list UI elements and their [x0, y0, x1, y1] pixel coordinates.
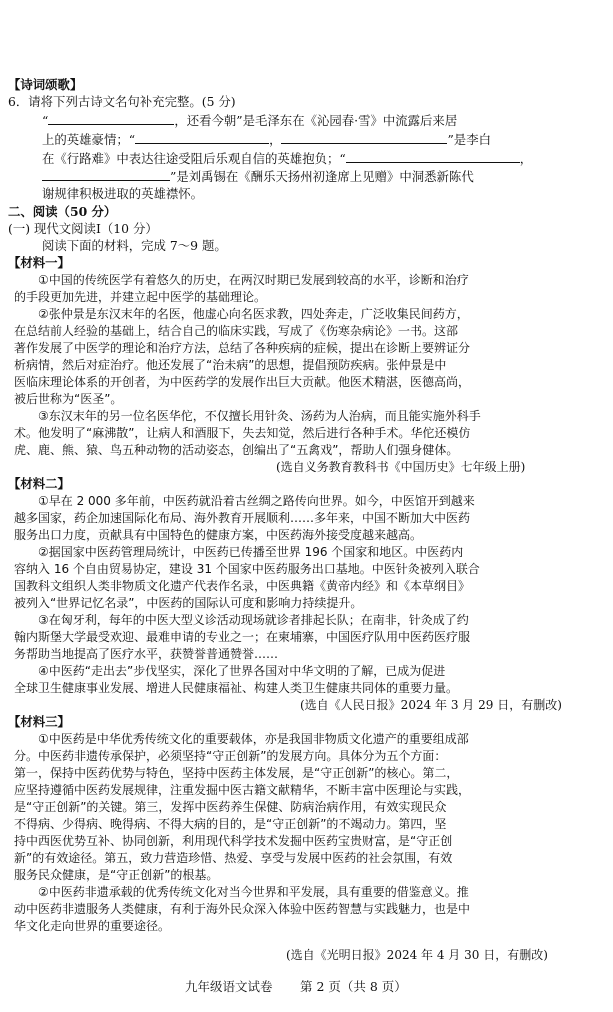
- answer-blank-5[interactable]: [42, 168, 170, 181]
- material-1-line: 被后世称为“医圣”。: [14, 392, 123, 406]
- material-2-line: 被列入“世界记忆名录”，中医药的国际认可度和影响力持续提升。: [14, 596, 363, 610]
- material-2-line: 全球卫生健康事业发展、增进人民健康福祉、构建人类卫生健康共同体的重要力量。: [14, 681, 459, 695]
- material-2-line: ③在匈牙利，每年的中医大型义诊活动现场就诊者排起长队；在南非，针灸成了约: [38, 613, 469, 627]
- question-6-heading: 6．请将下列古诗文名句补充完整。(5 分): [8, 94, 236, 109]
- q6-text-2: ，还看今朝”是毛泽东在《沁园春·雪》中流露后来居: [174, 113, 458, 128]
- answer-blank-3[interactable]: [281, 131, 447, 144]
- material-3-line: 不得病、少得病、晚得病、不得大病的目的，是“守正创新”的不竭动力。第四，坚: [14, 817, 447, 831]
- answer-blank-2[interactable]: [135, 131, 269, 144]
- material-2-source: (选自《人民日报》2024 年 3 月 29 日，有删改): [300, 698, 562, 712]
- material-3-line: ①中医药是中华优秀传统文化的重要载体，亦是我国非物质文化遗产的重要组成部: [38, 732, 469, 746]
- material-3-line: 华文化走向世界的重要途径。: [14, 919, 171, 933]
- material-3-line: 是“守正创新”的关键。第三，发挥中医药养生保健、防病治病作用，有效实现民众: [14, 800, 447, 814]
- material-2-line: 容纳入 16 个自由贸易协定，建设 31 个国家中医药服务出口基地。中医针灸被列入联合: [14, 562, 480, 576]
- material-3-source: (选自《光明日报》2024 年 4 月 30 日，有删改): [286, 948, 548, 962]
- material-1-source: (选自义务教育教科书《中国历史》七年级上册): [276, 460, 526, 474]
- q6-text-4a: 在《行路难》中表达往途受阻后乐观自信的英雄抱负；“: [42, 151, 346, 166]
- material-2-line: 翰内斯堡大学最受欢迎、最难申请的专业之一；在柬埔寨，中国医疗队用中医药医疗服: [14, 630, 471, 644]
- material-3-line: 分。中医药非遗传承保护，必须坚持“守正创新”的发展方向。具体分为五个方面：: [14, 749, 447, 763]
- question-6-line-5: [42, 168, 474, 185]
- material-2-header: 【材料二】: [8, 476, 70, 491]
- quote-open: “: [42, 113, 49, 128]
- reading-section-title: 二、阅读（50 分）: [8, 204, 117, 219]
- material-1-line: 医临床理论体系的开创者，为中医药学的发展作出巨大贡献。他医术精湛，医德高尚，: [14, 375, 471, 389]
- material-1-line: 析病情，然后对症治疗。他还发展了“治未病”的思想，提倡预防疾病。张仲景是中: [14, 358, 447, 372]
- question-6-line-4: [42, 150, 532, 167]
- answer-blank-4[interactable]: [346, 150, 520, 163]
- material-3-line: 持中西医优势互补、协同创新，利用现代科学技术发掘中医药宝贵财富，是“守正创: [14, 834, 453, 848]
- material-2-line: 服务出口力度，贡献具有中国特色的健康方案，中医药海外接受度越来越高。: [14, 528, 423, 542]
- material-2-line: 越多国家，药企加速国际化布局、海外教育开展顺利……多年来，中国不断加大中医药: [14, 511, 471, 525]
- footer-exam-title: 九年级语文试卷: [185, 979, 273, 994]
- question-6-line-2: [42, 112, 457, 129]
- material-2-line: ②据国家中医药管理局统计，中医药已传播至世界 196 个国家和地区。中医药内: [38, 545, 464, 559]
- reading-instruction: 阅读下面的材料，完成 7～9 题。: [42, 238, 227, 253]
- q6-text-3a: 上的英雄豪情；“: [42, 132, 136, 147]
- material-3-line: 第一，保持中医药优势与特色，坚持中医药主体发展，是“守正创新”的核心。第二，: [14, 766, 459, 780]
- reading-subtitle: (一) 现代文阅读Ⅰ（10 分）: [8, 221, 158, 236]
- material-1-line: 的手段更加先进，并建立起中医学的基础理论。: [14, 290, 267, 304]
- material-3-line: 新”的有效途径。第五，致力营造珍惜、热爱、享受与发展中医药的社会氛围，有效: [14, 851, 453, 865]
- material-1-line: 在总结前人经验的基础上，结合自己的临床实践，写成了《伤寒杂病论》一书。这部: [14, 324, 459, 338]
- material-3-header: 【材料三】: [8, 714, 70, 729]
- material-3-line: 服务民众健康，是“守正创新”的根基。: [14, 868, 219, 882]
- material-3-line: ②中医药非遗承载的优秀传统文化对当今世界和平发展，具有重要的借鉴意义。推: [38, 885, 469, 899]
- q6-comma-3: ，: [269, 132, 282, 147]
- material-1-line: 术。他发明了“麻沸散”，让病人和酒服下，失去知觉，然后进行各种手术。华佗还模仿: [14, 426, 471, 440]
- material-1-line: ②张仲景是东汉末年的名医，他虚心向名医求教，四处奔走，广泛收集民间药方，: [38, 307, 469, 321]
- material-1-line: ①中国的传统医学有着悠久的历史，在两汉时期已发展到较高的水平，诊断和治疗: [38, 273, 469, 287]
- answer-blank-1[interactable]: [48, 112, 174, 125]
- material-3-line: 应坚持遵循中医药发展规律，注重发掘中医古籍文献精华，不断丰富中医理论与实践，: [14, 783, 471, 797]
- material-1-line: 著作发展了中医学的理论和治疗方法，总结了各种疾病的症候，提出在诊断上要辨证分: [14, 341, 471, 355]
- q6-text-3c: ”是李白: [447, 132, 491, 147]
- footer-page-number: 第 2 页（共 8 页）: [300, 979, 407, 994]
- poem-section-header: 【诗词颂歌】: [8, 77, 83, 92]
- q6-text-5: ”是刘禹锡在《酬乐天扬州初逢席上见赠》中洞悉新陈代: [170, 169, 474, 184]
- question-6-line-6: 谢规律积极进取的英雄襟怀。: [42, 186, 204, 201]
- material-2-line: 务帮助当地提高了医疗水平，获赞誉普通赞誉……: [14, 647, 279, 661]
- material-2-line: ④中医药“走出去”步伐坚实，深化了世界各国对中华文明的了解，已成为促进: [38, 664, 446, 678]
- material-1-header: 【材料一】: [8, 255, 70, 270]
- q6-comma-4: ，: [519, 151, 533, 166]
- material-1-line: 虎、鹿、熊、猿、鸟五种动物的活动姿态，创编出了“五禽戏”，帮助人们强身健体。: [14, 443, 459, 457]
- material-2-line: ①早在 2 000 多年前，中医药就沿着古丝绸之路传向世界。如今，中医馆开到越来: [38, 494, 475, 508]
- material-1-line: ③东汉末年的另一位名医华佗，不仅擅长用针灸、汤药为人治病，而且能实施外科手: [38, 409, 481, 423]
- material-3-line: 动中医药非遗服务人类健康，有利于海外民众深入体验中医药智慧与实践魅力，也是中: [14, 902, 471, 916]
- question-6-line-3: [42, 131, 491, 148]
- material-2-line: 国教科文组织人类非物质文化遗产代表作名录，中医典籍《黄帝内经》和《本草纲目》: [14, 579, 471, 593]
